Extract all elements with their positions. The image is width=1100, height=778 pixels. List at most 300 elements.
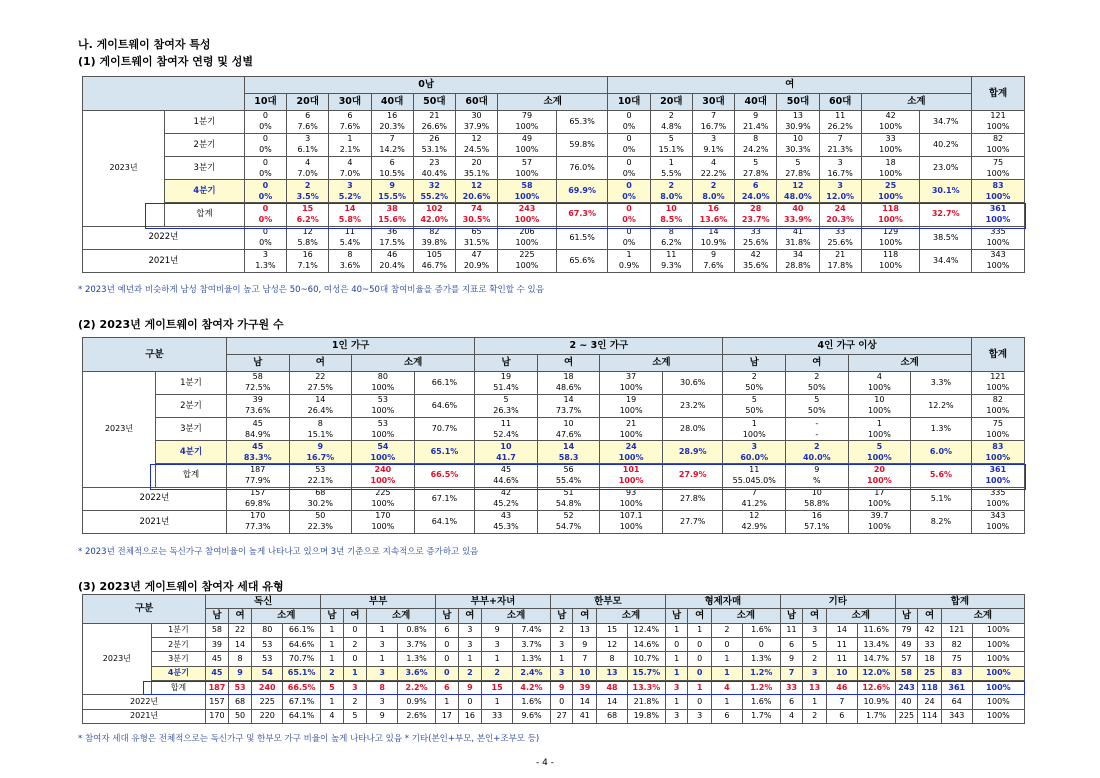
female-pct: 54.7% xyxy=(537,522,600,534)
female-count: 2 xyxy=(786,371,849,383)
male-pct: 7.6% xyxy=(287,122,329,134)
value-cell: 2 xyxy=(803,709,827,723)
female-count: 118 xyxy=(861,203,920,215)
female-pct: 17.8% xyxy=(819,261,861,273)
female-pct: 24.2% xyxy=(735,145,777,157)
male-pct: 6.2% xyxy=(287,214,329,226)
male-count: 11 xyxy=(723,464,786,476)
subtotal-header: 소계 xyxy=(848,354,971,371)
female-pct: 100% xyxy=(861,261,920,273)
female-pct: 100% xyxy=(861,145,920,157)
value-cell: 0 xyxy=(688,666,712,680)
group-share: 1.3% xyxy=(911,418,972,441)
male-count: 23 xyxy=(413,157,455,169)
group-share: 64.6% xyxy=(414,394,475,417)
value-cell: 2 xyxy=(458,666,482,680)
female-pct: 100% xyxy=(861,238,920,250)
female-share: 30.1% xyxy=(920,180,972,203)
value-cell: 22 xyxy=(228,623,252,637)
subtotal-count: 5 xyxy=(848,441,911,453)
subtotal-pct: 100% xyxy=(352,452,415,464)
value-cell: 100% xyxy=(972,666,1024,680)
female-pct: 6.2% xyxy=(650,238,692,250)
male-pct: 55.2% xyxy=(413,191,455,203)
value-cell: 50 xyxy=(228,709,252,723)
subtotal-header: 소계 xyxy=(482,609,551,623)
value-cell: 3 xyxy=(343,680,367,694)
table3-note: * 참여자 세대 유형은 전체적으로는 독신가구 및 한부모 가구 비율이 높게 나타나고 있음 * 기타(본인+부모, 본인+조부모 등) xyxy=(78,734,540,744)
value-cell: 1 xyxy=(436,695,459,709)
row-label: 3분기 xyxy=(151,652,206,666)
row-label: 2022년 xyxy=(83,695,206,709)
female-count: 8 xyxy=(289,418,352,430)
female-pct: 57.1% xyxy=(786,522,849,534)
subtotal-pct: 100% xyxy=(848,406,911,418)
total-count: 343 xyxy=(972,249,1025,261)
female-count: 25 xyxy=(861,180,920,192)
male-count: 3 xyxy=(723,441,786,453)
male-count: 45 xyxy=(475,464,538,476)
row-label: 2022년 xyxy=(83,487,227,510)
value-cell: 83 xyxy=(941,666,972,680)
value-cell: 220 xyxy=(252,709,283,723)
male-count: 16 xyxy=(287,249,329,261)
female-pct: 22.1% xyxy=(289,475,352,487)
subtotal-pct: 100% xyxy=(600,499,663,511)
value-cell: 3.7% xyxy=(513,637,551,651)
female-count: 8 xyxy=(650,226,692,238)
value-cell: 6 xyxy=(780,695,803,709)
male-count: 65 xyxy=(455,226,497,238)
male-pct: 42.0% xyxy=(413,214,455,226)
female-pct: 27.5% xyxy=(289,383,352,395)
male-count: 57 xyxy=(498,157,557,169)
male-pct: 50% xyxy=(723,406,786,418)
value-cell: 1.7% xyxy=(857,709,895,723)
subtotal-pct: 100% xyxy=(600,475,663,487)
value-cell: 45 xyxy=(206,666,229,680)
female-share: 23.0% xyxy=(920,157,972,180)
female-pct: 100% xyxy=(861,214,920,226)
female-pct: 0% xyxy=(608,238,650,250)
value-cell: 2 xyxy=(343,695,367,709)
subtotal-count: 107.1 xyxy=(600,510,663,522)
row-label: 3분기 xyxy=(165,157,245,180)
value-cell: 14.6% xyxy=(627,637,665,651)
type-group-header: 부부 xyxy=(321,595,436,609)
value-cell: 9 xyxy=(458,680,482,694)
row-label: 합계 xyxy=(165,203,245,226)
year-2023-label: 2023년 xyxy=(83,110,165,226)
group-share: 5.1% xyxy=(911,487,972,510)
female-pct: 26.4% xyxy=(289,406,352,418)
female-pct: 33.9% xyxy=(777,214,819,226)
female-pct: 30.2% xyxy=(289,499,352,511)
value-cell: 6 xyxy=(712,709,743,723)
value-cell: 2 xyxy=(343,637,367,651)
type-group-header: 합계 xyxy=(895,595,1024,609)
value-cell: 0 xyxy=(688,652,712,666)
value-cell: 9 xyxy=(573,637,597,651)
subtotal-header: 소계 xyxy=(597,609,666,623)
male-pct: 20.3% xyxy=(371,122,413,134)
value-cell: 1.3% xyxy=(513,652,551,666)
value-cell: 0 xyxy=(742,637,780,651)
male-count: 45 xyxy=(226,441,289,453)
value-cell: 1 xyxy=(712,666,743,680)
total-pct: 100% xyxy=(971,522,1024,534)
female-header: 여 xyxy=(786,354,849,371)
age-header: 10대 xyxy=(244,93,286,110)
male-pct: 37.9% xyxy=(455,122,497,134)
value-cell: 3 xyxy=(550,666,573,680)
female-count: 34 xyxy=(777,249,819,261)
row-label: 2021년 xyxy=(83,249,245,272)
female-count: 50 xyxy=(289,510,352,522)
male-count: 82 xyxy=(413,226,455,238)
group-share: 5.6% xyxy=(911,464,972,487)
female-pct: 22.3% xyxy=(289,522,352,534)
female-count: 24 xyxy=(819,203,861,215)
subtotal-pct: 100% xyxy=(600,522,663,534)
value-cell: 2.4% xyxy=(513,666,551,680)
male-pct: 5.4% xyxy=(329,238,371,250)
value-cell: 9 xyxy=(367,709,398,723)
male-count: 36 xyxy=(371,226,413,238)
male-count: 9 xyxy=(371,180,413,192)
subtotal-count: 1 xyxy=(848,418,911,430)
value-cell: 15 xyxy=(482,680,513,694)
female-share: 34.7% xyxy=(920,110,972,133)
value-cell: 9.6% xyxy=(513,709,551,723)
male-count: 187 xyxy=(226,464,289,476)
age-header: 60대 xyxy=(819,93,861,110)
group-share: 30.6% xyxy=(662,371,723,394)
value-cell: 3 xyxy=(688,709,712,723)
subtotal-count: 225 xyxy=(352,487,415,499)
value-cell: 0.8% xyxy=(398,623,436,637)
type-group-header: 형제자매 xyxy=(665,595,780,609)
male-pct: 5.8% xyxy=(287,238,329,250)
female-header: 여 xyxy=(918,609,942,623)
male-count: 3 xyxy=(244,249,286,261)
value-cell: 53 xyxy=(252,652,283,666)
subtotal-count: 93 xyxy=(600,487,663,499)
value-cell: 4 xyxy=(712,680,743,694)
female-pct: 26.2% xyxy=(819,122,861,134)
value-cell: 21.8% xyxy=(627,695,665,709)
value-cell: 3 xyxy=(550,637,573,651)
row-label: 2021년 xyxy=(83,709,206,723)
row-label: 2022년 xyxy=(83,226,245,249)
value-cell: 13 xyxy=(597,666,628,680)
subtotal-count: 20 xyxy=(848,464,911,476)
male-pct: 24.5% xyxy=(455,145,497,157)
value-cell: 18 xyxy=(918,652,942,666)
value-cell: 4 xyxy=(780,709,803,723)
female-pct: 16.7% xyxy=(289,452,352,464)
male-count: 170 xyxy=(226,510,289,522)
value-cell: 121 xyxy=(941,623,972,637)
type-group-header: 부부+자녀 xyxy=(436,595,551,609)
subtotal-count: 17 xyxy=(848,487,911,499)
value-cell: 3 xyxy=(665,680,688,694)
female-count: 42 xyxy=(735,249,777,261)
male-header: 남 xyxy=(226,354,289,371)
subtotal-pct: 100% xyxy=(600,452,663,464)
female-header: 여 xyxy=(573,609,597,623)
value-cell: 14 xyxy=(597,695,628,709)
value-cell: 1.2% xyxy=(742,666,780,680)
female-count: 3 xyxy=(692,133,734,145)
value-cell: 1 xyxy=(367,652,398,666)
value-cell: 3 xyxy=(367,695,398,709)
male-pct: 83.3% xyxy=(226,452,289,464)
male-pct: 0% xyxy=(244,168,286,180)
male-header: 남 xyxy=(780,609,803,623)
female-count: 53 xyxy=(289,464,352,476)
female-count: 13 xyxy=(777,110,819,122)
value-cell: 7 xyxy=(573,652,597,666)
male-count: 243 xyxy=(498,203,557,215)
female-pct: 23.7% xyxy=(735,214,777,226)
male-pct: 0% xyxy=(244,145,286,157)
row-label: 합계 xyxy=(151,680,206,694)
value-cell: 9 xyxy=(550,680,573,694)
value-cell: 1 xyxy=(458,652,482,666)
male-pct: 42.9% xyxy=(723,522,786,534)
female-pct: 50% xyxy=(786,406,849,418)
value-cell: 8 xyxy=(367,680,398,694)
female-pct: 100% xyxy=(861,122,920,134)
total-pct: 100% xyxy=(972,168,1025,180)
male-pct: 100% xyxy=(498,168,557,180)
female-pct: 54.8% xyxy=(537,499,600,511)
female-count: 11 xyxy=(819,110,861,122)
male-pct: 15.6% xyxy=(371,214,413,226)
male-count: 102 xyxy=(413,203,455,215)
value-cell: 243 xyxy=(895,680,918,694)
subtotal-pct: 100% xyxy=(848,475,911,487)
age-header: 40대 xyxy=(371,93,413,110)
value-cell: 6 xyxy=(826,709,857,723)
value-cell: 2.6% xyxy=(398,709,436,723)
female-count: 52 xyxy=(537,510,600,522)
subtotal-pct: 100% xyxy=(352,499,415,511)
value-cell: 1 xyxy=(688,623,712,637)
female-count: 2 xyxy=(650,110,692,122)
subtotal-count: 80 xyxy=(352,371,415,383)
value-cell: 27 xyxy=(550,709,573,723)
male-pct: 26.6% xyxy=(413,122,455,134)
value-cell: 13 xyxy=(573,623,597,637)
male-count: 42 xyxy=(475,487,538,499)
male-pct: 14.2% xyxy=(371,145,413,157)
male-count: 49 xyxy=(498,133,557,145)
total-count: 75 xyxy=(971,418,1024,430)
total-count: 361 xyxy=(971,464,1024,476)
subtotal-pct: 100% xyxy=(848,383,911,395)
total-count: 82 xyxy=(971,394,1024,406)
value-cell: 100% xyxy=(972,637,1024,651)
male-count: 4 xyxy=(329,157,371,169)
value-cell: 17 xyxy=(436,709,459,723)
male-pct: 60.0% xyxy=(723,452,786,464)
male-share: 67.3% xyxy=(556,203,608,226)
male-count: 79 xyxy=(498,110,557,122)
female-pct: 9.1% xyxy=(692,145,734,157)
total-count: 83 xyxy=(971,441,1024,453)
value-cell: 11 xyxy=(826,652,857,666)
group-share: 28.0% xyxy=(662,418,723,441)
group-share: 8.2% xyxy=(911,510,972,533)
total-header: 합계 xyxy=(972,77,1025,111)
male-count: 32 xyxy=(413,180,455,192)
female-share: 40.2% xyxy=(920,133,972,156)
male-count: 12 xyxy=(287,226,329,238)
group-share: 66.1% xyxy=(414,371,475,394)
male-pct: 55.045.0% xyxy=(723,475,786,487)
age-header: 20대 xyxy=(287,93,329,110)
female-pct: 16.7% xyxy=(692,122,734,134)
subtotal-count: 19 xyxy=(600,394,663,406)
total-pct: 100% xyxy=(971,429,1024,441)
female-count: 5 xyxy=(735,157,777,169)
male-count: 16 xyxy=(371,110,413,122)
male-count: 38 xyxy=(371,203,413,215)
household-group-header: 4인 가구 이상 xyxy=(723,338,971,355)
corner-header: 구분 xyxy=(83,595,206,624)
age-header: 30대 xyxy=(329,93,371,110)
value-cell: 3 xyxy=(482,637,513,651)
value-cell: 13.3% xyxy=(627,680,665,694)
male-pct: 41.7 xyxy=(475,452,538,464)
cell xyxy=(83,77,245,111)
value-cell: 0 xyxy=(436,637,459,651)
value-cell: 114 xyxy=(918,709,942,723)
female-pct: 8.0% xyxy=(692,191,734,203)
subtotal-pct: 100% xyxy=(600,406,663,418)
value-cell: 14.7% xyxy=(857,652,895,666)
row-label: 합계 xyxy=(156,464,227,487)
total-pct: 100% xyxy=(972,145,1025,157)
female-pct: 27.8% xyxy=(735,168,777,180)
male-pct: 45.3% xyxy=(475,522,538,534)
male-header: 남 xyxy=(550,609,573,623)
value-cell: 118 xyxy=(918,680,942,694)
female-count: 1 xyxy=(608,249,650,261)
female-count: 7 xyxy=(819,133,861,145)
total-pct: 100% xyxy=(971,475,1024,487)
female-count: 5 xyxy=(777,157,819,169)
value-cell: 16 xyxy=(458,709,482,723)
female-share: 38.5% xyxy=(920,226,972,249)
subtotal-header: 소계 xyxy=(352,354,475,371)
group-share: 66.5% xyxy=(414,464,475,487)
male-count: 45 xyxy=(226,418,289,430)
male-count: 3 xyxy=(329,180,371,192)
male-pct: 20.6% xyxy=(455,191,497,203)
age-header: 60대 xyxy=(455,93,497,110)
group-share: 12.2% xyxy=(911,394,972,417)
value-cell: 53 xyxy=(252,637,283,651)
female-pct: 27.8% xyxy=(777,168,819,180)
female-count: 40 xyxy=(777,203,819,215)
male-count: 1 xyxy=(723,418,786,430)
value-cell: 1 xyxy=(482,652,513,666)
female-pct: 31.8% xyxy=(777,238,819,250)
female-pct: 58.3 xyxy=(537,452,600,464)
male-count: 14 xyxy=(329,203,371,215)
male-pct: 77.9% xyxy=(226,475,289,487)
value-cell: 100% xyxy=(972,709,1024,723)
value-cell: 343 xyxy=(941,709,972,723)
female-count: 33 xyxy=(861,133,920,145)
female-pct: 21.3% xyxy=(819,145,861,157)
male-pct: 35.1% xyxy=(455,168,497,180)
female-count: 0 xyxy=(608,203,650,215)
table1-title: (1) 게이트웨이 참여자 연령 및 성별 xyxy=(78,55,253,68)
total-count: 343 xyxy=(971,510,1024,522)
value-cell: 45 xyxy=(206,652,229,666)
value-cell: 0 xyxy=(343,623,367,637)
value-cell: 3 xyxy=(367,666,398,680)
value-cell: 100% xyxy=(972,695,1024,709)
corner-header: 구분 xyxy=(83,338,227,372)
value-cell: 0 xyxy=(712,637,743,651)
value-cell: 3 xyxy=(665,709,688,723)
male-pct: 10.5% xyxy=(371,168,413,180)
subtotal-pct: 100% xyxy=(848,499,911,511)
male-header: 남 xyxy=(206,609,229,623)
age-header: 10대 xyxy=(608,93,650,110)
value-cell: 25 xyxy=(918,666,942,680)
male-pct: 0% xyxy=(244,122,286,134)
value-cell: 75 xyxy=(941,652,972,666)
row-label: 3분기 xyxy=(156,418,227,441)
female-pct: 48.6% xyxy=(537,383,600,395)
value-cell: 11.6% xyxy=(857,623,895,637)
group-share: 64.1% xyxy=(414,510,475,533)
value-cell: 1.3% xyxy=(742,652,780,666)
male-count: 8 xyxy=(329,249,371,261)
subtotal-count: 53 xyxy=(352,394,415,406)
female-count: 9 xyxy=(692,249,734,261)
subtotal-pct: 100% xyxy=(848,522,911,534)
female-pct: 10.9% xyxy=(692,238,734,250)
value-cell: 8 xyxy=(228,652,252,666)
value-cell: 2 xyxy=(321,666,344,680)
value-cell: 3.6% xyxy=(398,666,436,680)
age-header: 50대 xyxy=(413,93,455,110)
male-count: 6 xyxy=(329,110,371,122)
row-label: 1분기 xyxy=(156,371,227,394)
total-pct: 100% xyxy=(972,191,1025,203)
value-cell: 6 xyxy=(436,623,459,637)
value-cell: 9 xyxy=(228,666,252,680)
row-label: 2분기 xyxy=(165,133,245,156)
value-cell: 1 xyxy=(665,652,688,666)
value-cell: 6 xyxy=(436,680,459,694)
female-count: 9 xyxy=(735,110,777,122)
type-group-header: 기타 xyxy=(780,595,895,609)
male-pct: 3.5% xyxy=(287,191,329,203)
subtotal-count: 53 xyxy=(352,418,415,430)
female-pct: 73.7% xyxy=(537,406,600,418)
table1-note: * 2023년 예년과 비슷하게 남성 참여비율이 높고 남성은 50~60, 여성은 40~50대 참여비율을 증가를 지표로 확인할 수 있음 xyxy=(78,285,544,295)
value-cell: 1 xyxy=(367,623,398,637)
type-group-header: 독신 xyxy=(206,595,321,609)
